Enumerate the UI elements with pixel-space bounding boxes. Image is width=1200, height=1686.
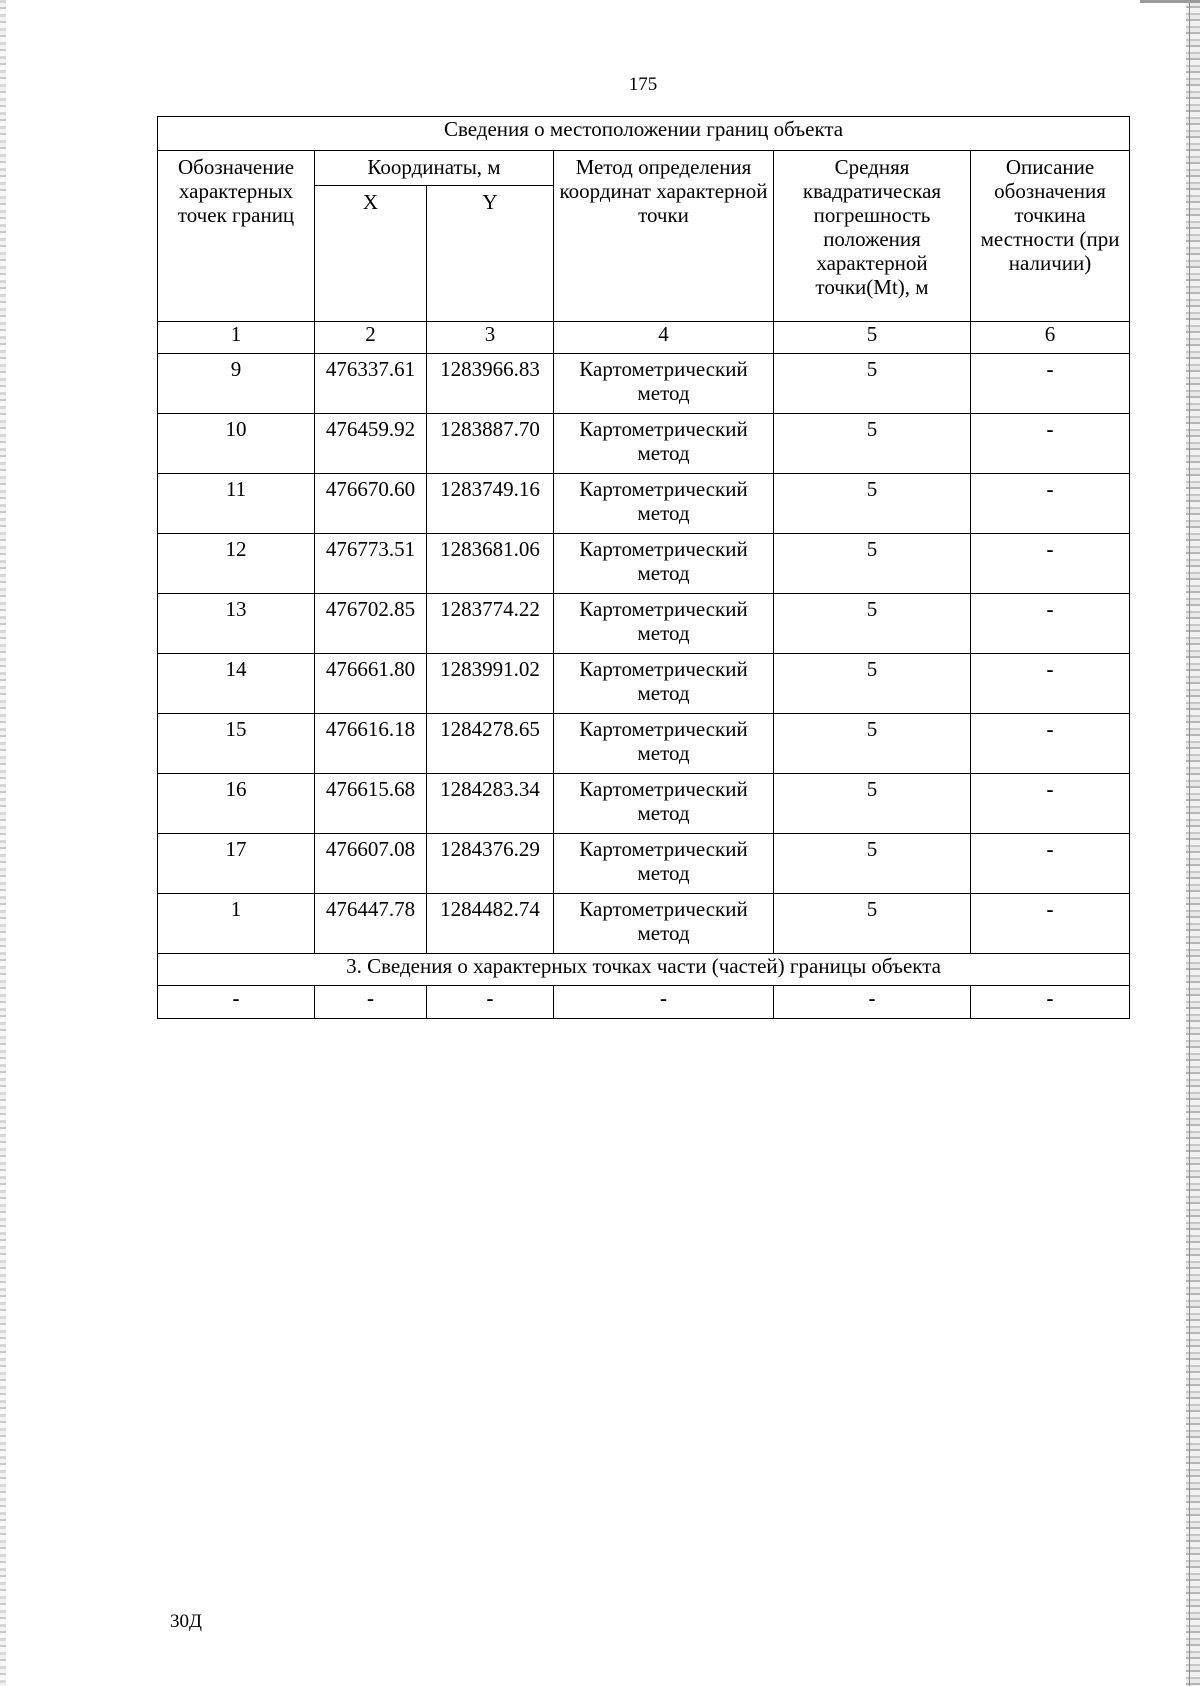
method-cell: Картометрический метод <box>554 834 774 894</box>
table-row <box>158 474 1130 534</box>
table-row <box>158 594 1130 654</box>
point-designation-cell: 12 <box>158 534 315 594</box>
method-cell: Картометрический метод <box>554 594 774 654</box>
point-designation-cell: 15 <box>158 714 315 774</box>
coordinate-y-cell: 1283991.02 <box>427 654 554 714</box>
coordinate-x-cell: 476447.78 <box>315 894 427 954</box>
coordinate-y-cell: 1283887.70 <box>427 414 554 474</box>
table-row <box>158 654 1130 714</box>
mean-error-cell: 5 <box>774 534 971 594</box>
column-number: 2 <box>315 322 427 354</box>
coordinate-x-cell: 476616.18 <box>315 714 427 774</box>
scan-edge-top <box>1140 0 1200 3</box>
header-method: Метод определения координат характерной точки <box>554 151 774 322</box>
coordinate-y-cell: 1284482.74 <box>427 894 554 954</box>
scan-edge-right-line <box>1189 0 1190 1686</box>
header-mean-error: Средняя квадратическая погрешность положения характерной точки(Mt), м <box>774 151 971 322</box>
coordinate-y-cell: 1283749.16 <box>427 474 554 534</box>
description-cell: - <box>971 714 1130 774</box>
coordinate-y-cell: 1284376.29 <box>427 834 554 894</box>
column-number: 4 <box>554 322 774 354</box>
section-3-row <box>158 986 1130 1019</box>
point-designation-cell: 13 <box>158 594 315 654</box>
mean-error-cell: 5 <box>774 354 971 414</box>
header-point-designation: Обозначение характерных точек границ <box>158 151 315 322</box>
header-x: X <box>315 186 427 322</box>
header-y: Y <box>427 186 554 322</box>
coordinate-x-cell: 476661.80 <box>315 654 427 714</box>
section-3-cell: - <box>158 986 315 1019</box>
coordinate-x-cell: 476459.92 <box>315 414 427 474</box>
description-cell: - <box>971 894 1130 954</box>
description-cell: - <box>971 534 1130 594</box>
section-3-cell: - <box>554 986 774 1019</box>
coordinate-y-cell: 1283681.06 <box>427 534 554 594</box>
coordinate-x-cell: 476773.51 <box>315 534 427 594</box>
mean-error-cell: 5 <box>774 654 971 714</box>
mean-error-cell: 5 <box>774 714 971 774</box>
coordinate-y-cell: 1283774.22 <box>427 594 554 654</box>
section-3-cell: - <box>971 986 1130 1019</box>
coordinate-y-cell: 1284278.65 <box>427 714 554 774</box>
description-cell: - <box>971 654 1130 714</box>
method-cell: Картометрический метод <box>554 774 774 834</box>
mean-error-cell: 5 <box>774 894 971 954</box>
coordinate-x-cell: 476337.61 <box>315 354 427 414</box>
page-number: 175 <box>628 74 658 95</box>
description-cell: - <box>971 474 1130 534</box>
coordinate-y-cell: 1284283.34 <box>427 774 554 834</box>
point-designation-cell: 10 <box>158 414 315 474</box>
table-row <box>158 714 1130 774</box>
point-designation-cell: 14 <box>158 654 315 714</box>
mean-error-cell: 5 <box>774 774 971 834</box>
description-cell: - <box>971 354 1130 414</box>
section-3-title: 3. Сведения о характерных точках части (частей) границы объекта <box>158 954 1130 986</box>
mean-error-cell: 5 <box>774 834 971 894</box>
sheet-code: 30Д <box>170 1611 202 1632</box>
method-cell: Картометрический метод <box>554 534 774 594</box>
table-row <box>158 354 1130 414</box>
description-cell: - <box>971 774 1130 834</box>
method-cell: Картометрический метод <box>554 414 774 474</box>
description-cell: - <box>971 594 1130 654</box>
coordinate-y-cell: 1283966.83 <box>427 354 554 414</box>
description-cell: - <box>971 834 1130 894</box>
mean-error-cell: 5 <box>774 414 971 474</box>
method-cell: Картометрический метод <box>554 354 774 414</box>
coordinate-x-cell: 476607.08 <box>315 834 427 894</box>
header-coordinates-group: Координаты, м <box>315 151 554 186</box>
point-designation-cell: 11 <box>158 474 315 534</box>
coordinate-x-cell: 476615.68 <box>315 774 427 834</box>
coordinate-x-cell: 476670.60 <box>315 474 427 534</box>
table-row <box>158 894 1130 954</box>
mean-error-cell: 5 <box>774 594 971 654</box>
scan-edge-left <box>0 0 6 1686</box>
table-title: Сведения о местоположении границ объекта <box>158 117 1130 151</box>
point-designation-cell: 16 <box>158 774 315 834</box>
table-row <box>158 834 1130 894</box>
boundary-coordinates-table <box>157 116 1130 1019</box>
table-row <box>158 774 1130 834</box>
point-designation-cell: 17 <box>158 834 315 894</box>
section-3-cell: - <box>427 986 554 1019</box>
column-number: 6 <box>971 322 1130 354</box>
column-number-row <box>158 322 1130 354</box>
column-number: 3 <box>427 322 554 354</box>
description-cell: - <box>971 414 1130 474</box>
section-3-cell: - <box>315 986 427 1019</box>
method-cell: Картометрический метод <box>554 894 774 954</box>
column-number: 1 <box>158 322 315 354</box>
mean-error-cell: 5 <box>774 474 971 534</box>
coordinate-x-cell: 476702.85 <box>315 594 427 654</box>
point-designation-cell: 1 <box>158 894 315 954</box>
section-3-cell: - <box>774 986 971 1019</box>
table-row <box>158 414 1130 474</box>
table-row <box>158 534 1130 594</box>
column-number: 5 <box>774 322 971 354</box>
point-designation-cell: 9 <box>158 354 315 414</box>
header-description: Описание обозначения точкина местности (при наличии) <box>971 151 1130 322</box>
method-cell: Картометрический метод <box>554 474 774 534</box>
method-cell: Картометрический метод <box>554 714 774 774</box>
method-cell: Картометрический метод <box>554 654 774 714</box>
